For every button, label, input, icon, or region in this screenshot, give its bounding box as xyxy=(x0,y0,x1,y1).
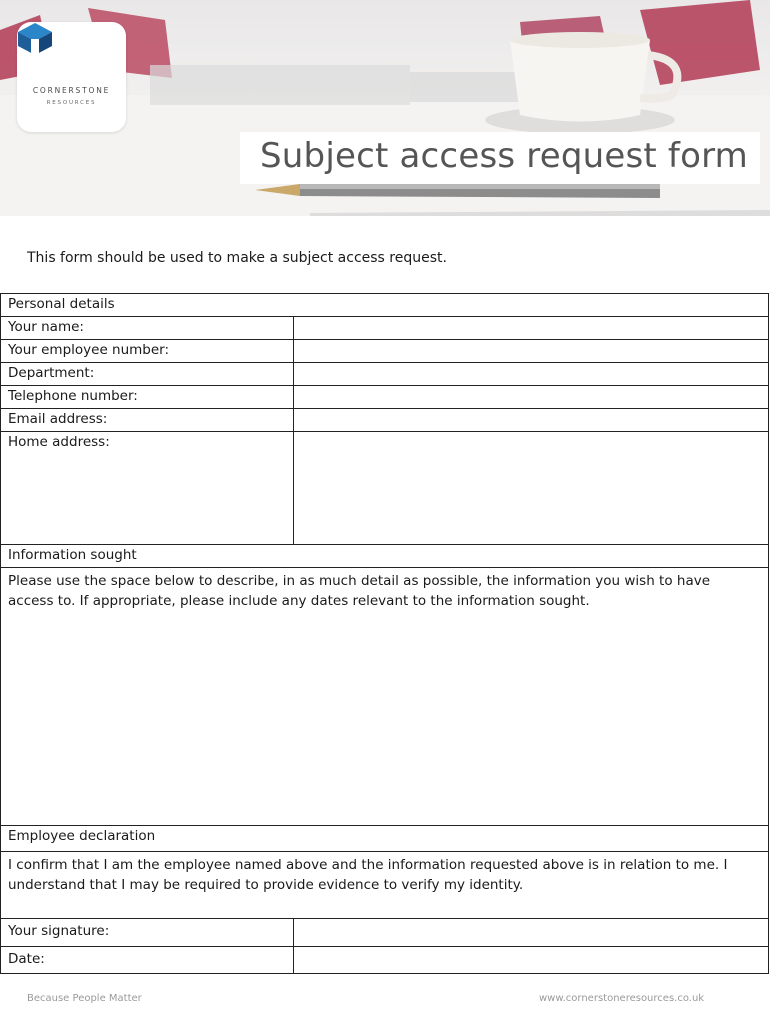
field-row-signature xyxy=(0,918,769,946)
footer-website-link[interactable]: www.cornerstoneresources.co.uk xyxy=(539,993,705,1004)
title-box xyxy=(240,132,760,184)
section-heading: Information sought xyxy=(8,547,137,563)
field-label: Email address: xyxy=(8,411,108,427)
field-label: Your employee number: xyxy=(8,342,170,358)
field-row-date xyxy=(0,946,769,974)
logo-subtitle: RESOURCES xyxy=(46,100,97,106)
header-banner xyxy=(0,0,770,216)
information-instructions: Please use the space below to describe, in as much detail as possible, the information you wish to have access to. If appropriate, please include any dates relevant to the information sought. xyxy=(8,573,711,609)
email-input[interactable] xyxy=(293,409,768,431)
intro-text: This form should be used to make a subject access request. xyxy=(27,250,447,266)
section-information-sought xyxy=(0,544,769,567)
section-employee-declaration xyxy=(0,825,769,851)
department-input[interactable] xyxy=(293,363,768,385)
section-personal-details xyxy=(0,293,769,316)
field-row-email xyxy=(0,408,769,431)
cornerstone-logo-icon xyxy=(17,22,53,56)
field-label: Your signature: xyxy=(8,923,110,939)
field-row-telephone xyxy=(0,385,769,408)
field-label: Department: xyxy=(8,365,95,381)
field-row-employee-number xyxy=(0,339,769,362)
field-row-name xyxy=(0,316,769,339)
field-row-department xyxy=(0,362,769,385)
section-heading: Personal details xyxy=(8,296,115,312)
declaration-text-row xyxy=(0,851,769,918)
footer-tagline: Because People Matter xyxy=(27,993,142,1004)
employee-number-input[interactable] xyxy=(293,340,768,362)
page-title: Subject access request form xyxy=(260,136,749,176)
date-input[interactable] xyxy=(293,947,768,973)
field-label: Telephone number: xyxy=(8,388,138,404)
logo-card xyxy=(17,22,126,132)
request-form xyxy=(0,293,769,974)
section-heading: Employee declaration xyxy=(8,828,156,844)
telephone-input[interactable] xyxy=(293,386,768,408)
field-label: Date: xyxy=(8,951,45,967)
logo-name: CORNERSTONE xyxy=(32,86,111,95)
home-address-input[interactable] xyxy=(293,432,768,544)
information-input[interactable] xyxy=(0,567,769,825)
declaration-text: I confirm that I am the employee named above and the information requested above is in relation to me. I understand that I may be required to provide evidence to verify my identity. xyxy=(8,857,728,893)
name-input[interactable] xyxy=(293,317,768,339)
signature-input[interactable] xyxy=(293,919,768,946)
field-row-home-address xyxy=(0,431,769,544)
field-label: Your name: xyxy=(8,319,84,335)
field-label: Home address: xyxy=(8,434,110,450)
